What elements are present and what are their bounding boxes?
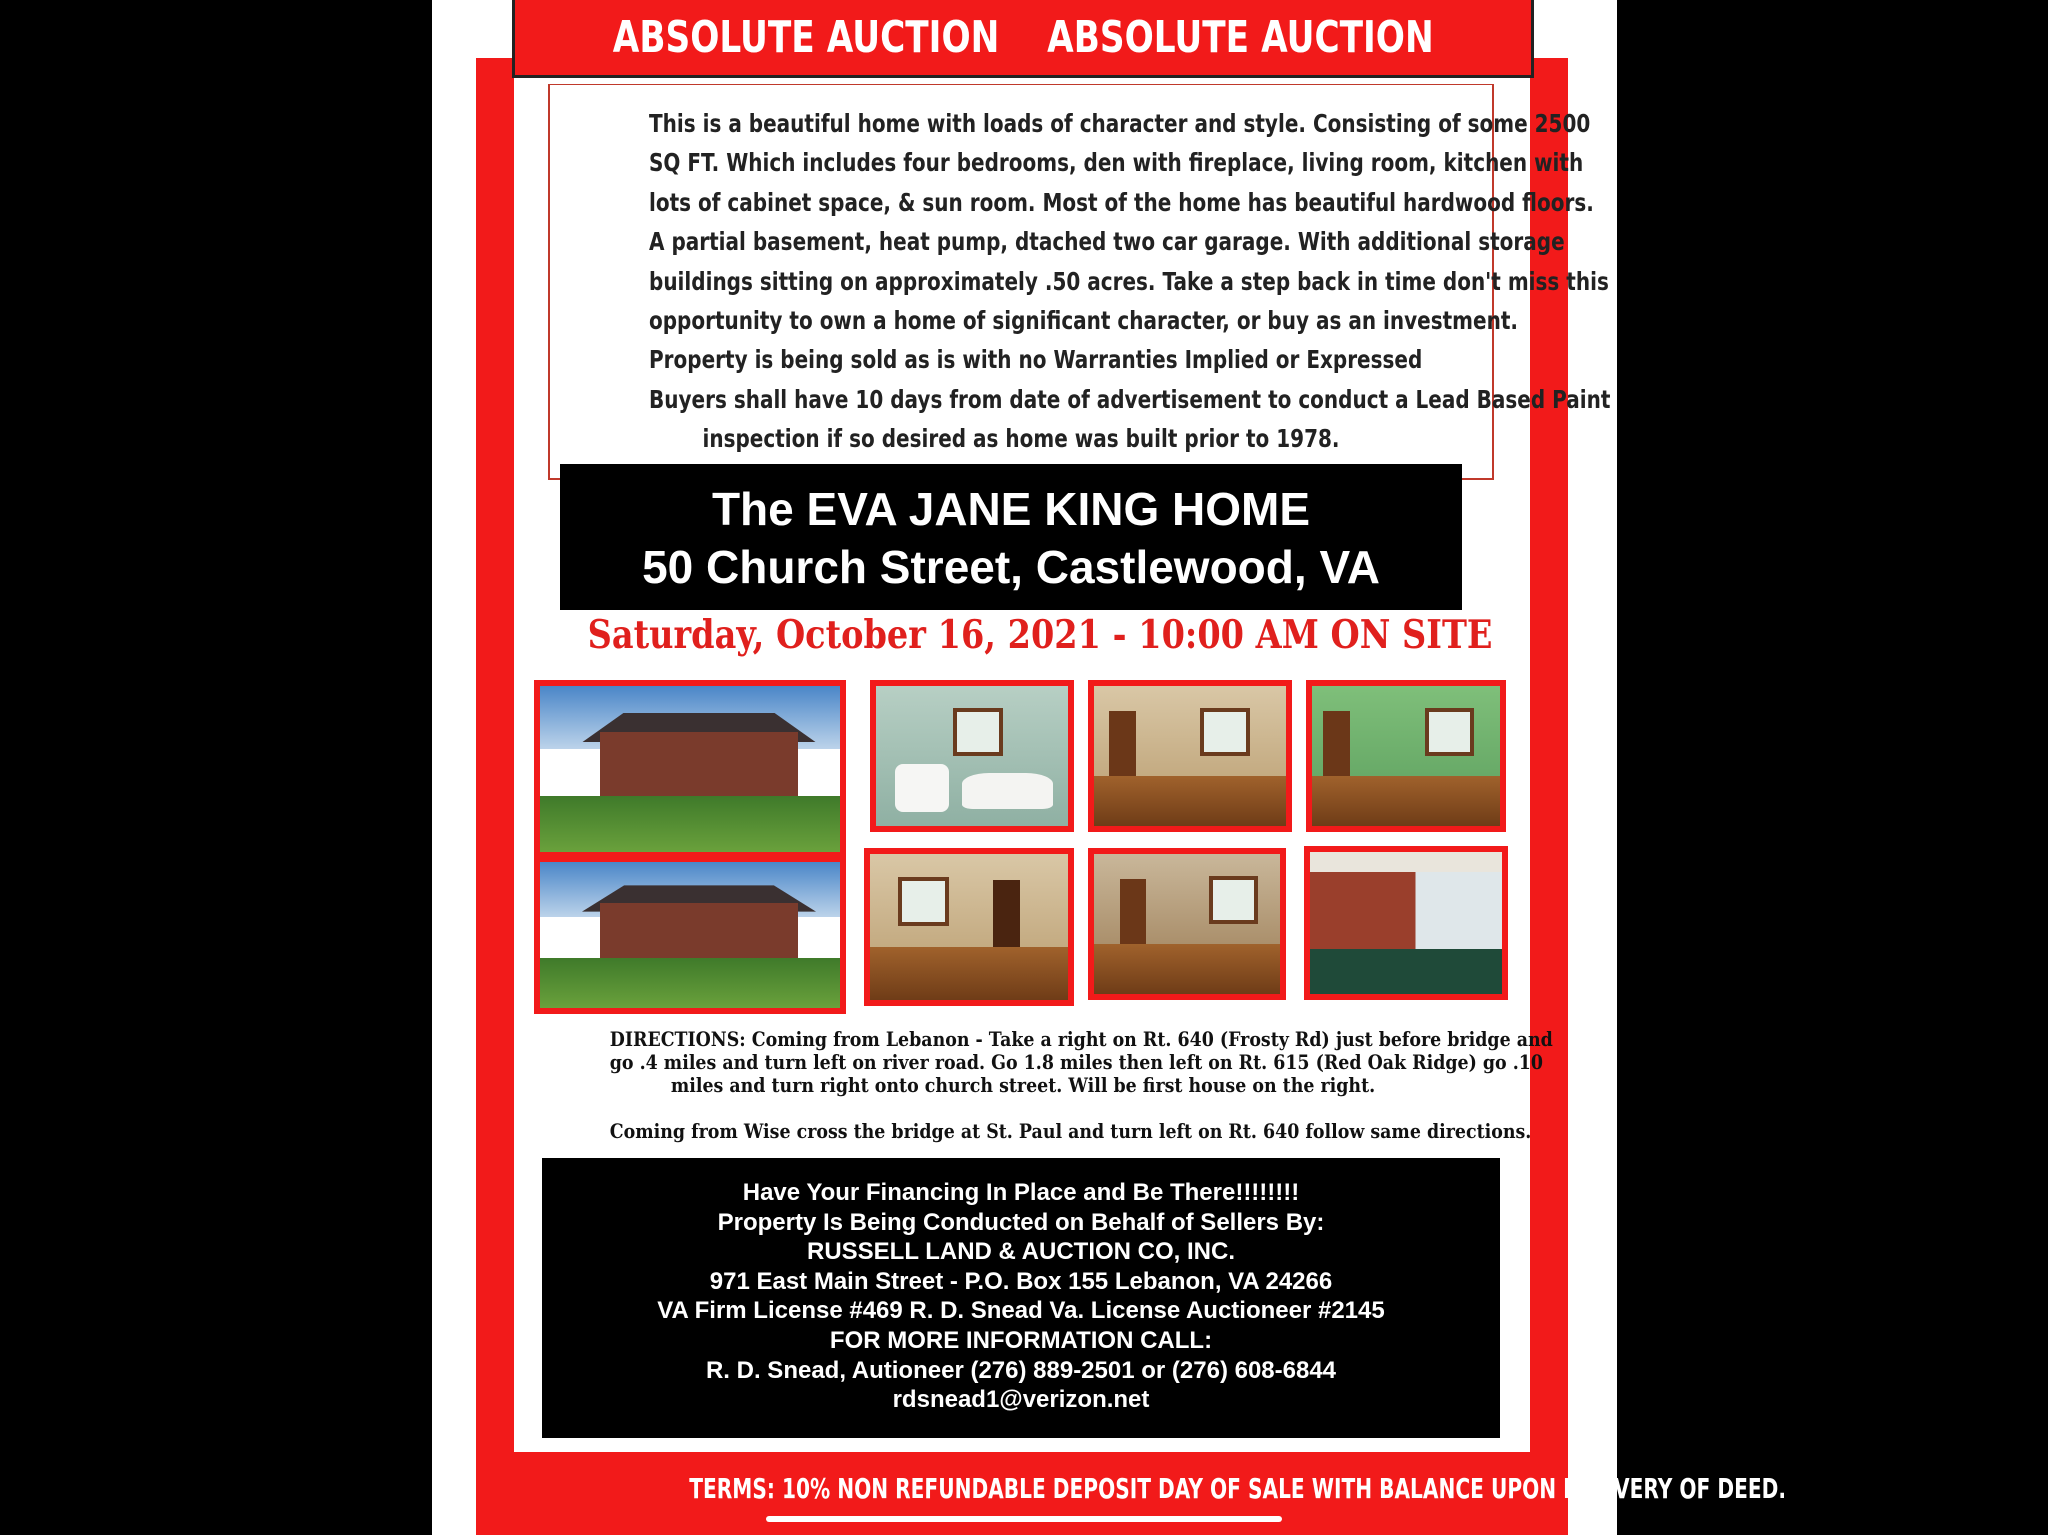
description-line: Buyers shall have 10 days from date of advertisement to conduct a Lead Based Paint: [649, 384, 1611, 414]
photo-porch: [1304, 846, 1508, 1000]
photo-house-front: [534, 680, 846, 858]
photo-bathroom: [870, 680, 1074, 832]
auction-date: [514, 612, 1530, 658]
directions-text: [548, 1027, 1553, 1143]
description-line: opportunity to own a home of significant character, or buy as an investment.: [649, 306, 1518, 336]
property-address: 50 Church Street, Castlewood, VA: [642, 541, 1380, 593]
description-text: [556, 104, 1611, 459]
banner-title: ABSOLUTE AUCTION ABSOLUTE AUCTION: [612, 12, 1434, 63]
email-link[interactable]: rdsnead1@verizon.net: [892, 1386, 1150, 1414]
info-line: FOR MORE INFORMATION CALL:: [829, 1326, 1213, 1354]
photo-bedroom: [1088, 848, 1286, 1000]
terms-text: TERMS: 10% NON REFUNDABLE DEPOSIT DAY OF SALE WITH BALANCE UPON DELIVERY OF DEED.: [689, 1472, 1787, 1505]
property-name: The EVA JANE KING HOME: [711, 483, 1311, 535]
footer-divider: [766, 1516, 1282, 1522]
top-banner: [512, 0, 1534, 78]
info-line: Property Is Being Conducted on Behalf of Sellers By:: [717, 1208, 1325, 1236]
description-line: buildings sitting on approximately .50 acres. Take a step back in time don't miss this: [649, 266, 1609, 296]
description-line: SQ FT. Which includes four bedrooms, den with fireplace, living room, kitchen with: [649, 148, 1584, 178]
property-title-box: [560, 464, 1462, 610]
description-line: inspection if so desired as home was built prior to 1978.: [702, 424, 1340, 454]
directions-line: miles and turn right onto church street. Will be first house on the right.: [670, 1073, 1376, 1097]
info-line: Have Your Financing In Place and Be There!!!!!!!!: [742, 1179, 1300, 1206]
directions-line: DIRECTIONS: Coming from Lebanon - Take a right on Rt. 640 (Frosty Rd) just before bridge and: [609, 1027, 1553, 1051]
photo-kitchen: [1088, 680, 1292, 832]
auction-date-text: Saturday, October 16, 2021 - 10:00 AM ON SITE: [587, 612, 1493, 658]
description-line: This is a beautiful home with loads of character and style. Consisting of some 2500: [649, 109, 1591, 138]
directions-line: go .4 miles and turn left on river road. Go 1.8 miles then left on Rt. 615 (Red Oak Ridge) go .10: [609, 1050, 1544, 1074]
photo-living-room: [864, 848, 1074, 1006]
description-line: A partial basement, heat pump, dtached two car garage. With additional storage: [649, 227, 1565, 257]
terms-footer: [476, 1472, 1787, 1505]
info-line: R. D. Snead, Autioneer (276) 889-2501 or (276) 608-6844: [705, 1356, 1337, 1384]
info-line: VA Firm License #469 R. D. Snead Va. License Auctioneer #2145: [657, 1297, 1385, 1325]
info-line: 971 East Main Street - P.O. Box 155 Lebanon, VA 24266: [709, 1267, 1333, 1295]
photo-green-room: [1306, 680, 1506, 832]
photo-house-side: [534, 856, 846, 1014]
directions-wise: Coming from Wise cross the bridge at St. Paul and turn left on Rt. 640 follow same directions.: [609, 1119, 1532, 1143]
description-line: lots of cabinet space, & sun room. Most of the home has beautiful hardwood floors.: [649, 187, 1594, 217]
contact-info-box: [542, 1158, 1500, 1438]
description-line: Property is being sold as is with no Warranties Implied or Expressed: [649, 345, 1423, 375]
info-line: RUSSELL LAND & AUCTION CO, INC.: [806, 1238, 1235, 1266]
